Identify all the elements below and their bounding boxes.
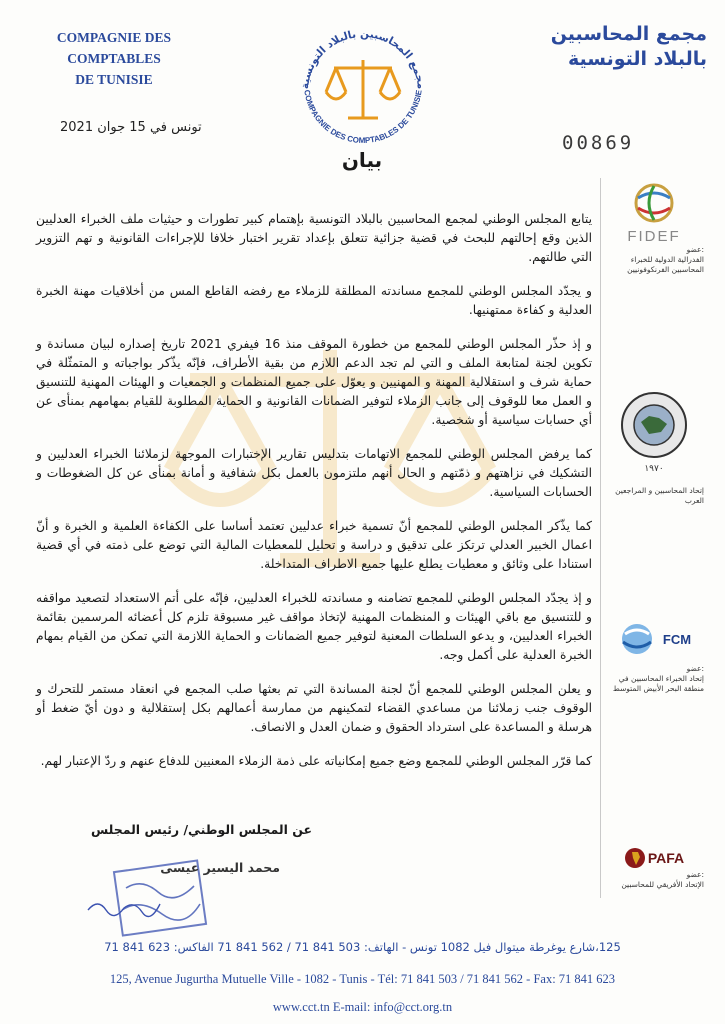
paragraph-6: و إذ يجدّد المجلس الوطني للمجمع تضامنه و مساندته للخبراء العدليين، فإنّه على أتم الاستعداد لتصعيد مواقفه و للتنسيق مع باقي الهيئات و المنظمات المهنية لإتخاذ مواقف غير مسبوقة تلزم كل أعضائه المرسمين بقائمة الخبراء العدليين، و يدعو السلطات المعنية لتوفير جميع الضمانات و الحماية اللازمة التي تمكن من القيام بمهام الخبرة العدلية على أكمل وجه. bbox=[36, 591, 592, 662]
fidef-block bbox=[598, 182, 710, 275]
fcm-member-label: عضو: bbox=[686, 664, 704, 673]
logo-french-text: COMPAGNIE DES COMPTABLES DE TUNISIE bbox=[302, 89, 424, 146]
paragraph-7: و يعلن المجلس الوطني للمجمع أنّ لجنة المساندة التي تم بعثها صلب المجمع في انعقاد مستمر للتحرك و الوقوف جنب زملائنا من مساعدي القضاء لتمكينهم من ممارسة أعمالهم بكل إستقلالية و دون أيّ ضغط أو هرسلة و المساعدة على استرداد الحقوق و ضمان العدل و الانصاف. bbox=[36, 682, 592, 734]
paragraph-3: و إذ حذّر المجلس الوطني للمجمع من خطورة الموقف منذ 16 فيفري 2021 تاريخ إصداره لبيان مساندة و تكوين لجنة لمتابعة الملف و التي لم تجد الدعم اللازم من بقية الأطراف، فإنّه يذّكر بواجباته و المتمثّلة في حماية شرف و استقلالية المهنة و المهنيين و يعوّل على جميع المنظمات و الجمعيات و الهيئات المهنية للتنسيق و العمل معا للوقوف إلى جانب الزملاء لتوفير الضمانات القانونية و الحماية المطلوبة للقيام بمهامهم بمنأى عن أي حسابات سياسية أو شخصية. bbox=[36, 337, 592, 427]
pafa-member-label: عضو: bbox=[686, 870, 704, 879]
document-title: بيان bbox=[341, 148, 383, 172]
fcm-block bbox=[598, 622, 710, 694]
signatory-name: محمد اليسير عيسى bbox=[160, 860, 280, 875]
fcm-name: FCM bbox=[662, 631, 692, 647]
document-date: تونس في 15 جوان 2021 bbox=[60, 120, 202, 135]
fcm-label: إتحاد الخبراء المحاسبين في منطقة البحر الأبيض المتوسط bbox=[612, 674, 704, 694]
serial-number: 00869 bbox=[562, 132, 635, 154]
french-organization-name bbox=[14, 28, 214, 91]
pafa-name: PAFA bbox=[647, 850, 685, 866]
fidef-member-label: عضو: bbox=[686, 245, 704, 254]
statement-body bbox=[36, 210, 592, 786]
footer-french-address: 125, Avenue Jugurtha Mutuelle Ville - 1082 - Tunis - Tél: 71 841 503 / 71 841 562 - Fax: 71 841 623 bbox=[109, 972, 616, 986]
ar-org-line1: مجمع المحاسبين bbox=[550, 23, 707, 45]
organization-logo bbox=[286, 22, 440, 154]
paragraph-4: كما يرفض المجلس الوطني للمجمع الاتهامات بتدليس تقارير الإختبارات الموجهة لزملائنا الخبراء العدليين و التشكيك في نزاهتهم و ذمّتهم و الحال أنهم ملتزمون بالعمل بكل شفافية و أمانة بمنأى عن كل الضغوطات و الحسابات السياسية. bbox=[36, 447, 592, 499]
paragraph-1: يتابع المجلس الوطني لمجمع المحاسبين بالبلاد التونسية بإهتمام كبير تطورات و حيثيات ملف الخبراء العدليين الذين وقع إحالتهم للبحث في قضية جزائية تتعلق بإعداد تقرير اختبار خلافا للإجراءات القانونية و تهم التزوير التي طالتهم. bbox=[36, 212, 592, 264]
pafa-label: الإتحاد الأفريقي للمحاسبين bbox=[621, 880, 704, 890]
paragraph-2: و يجدّد المجلس الوطني للمجمع مساندته المطلقة للزملاء مع رفضه القاطع المس من أخلاقيات مهنة الخبرة العدلية و كفاءة ممتهنيها. bbox=[36, 284, 592, 317]
pafa-block bbox=[598, 846, 710, 890]
arabic-organization-name bbox=[527, 22, 707, 71]
footer-web-email: www.cct.tn E-mail: info@cct.org.tn bbox=[272, 1000, 453, 1014]
fidef-name: FIDEF bbox=[627, 228, 681, 245]
arab-union-block bbox=[598, 390, 710, 506]
fidef-label: الفدرالية الدولية للخبراء المحاسبين الفرنكوفونيين bbox=[627, 255, 704, 275]
pafa-africa-icon bbox=[624, 846, 646, 870]
signature-title: عن المجلس الوطني/ رئيس المجلس bbox=[90, 822, 312, 837]
arab-union-seal-icon bbox=[619, 390, 689, 460]
handwritten-signature bbox=[84, 892, 164, 922]
fr-org-line2: DE TUNISIE bbox=[75, 71, 153, 87]
ar-org-line2: بالبلاد التونسية bbox=[567, 47, 707, 70]
paragraph-5: كما يذّكر المجلس الوطني للمجمع أنّ تسمية خبراء عدليين تعتمد أساسا على الكفاءة العلمية و الخبرة و أنّ اعمال الخبير العدلي ترتكز على تدقيق و دراسة و تحليل للمعطيات المالية التي توضع على ذمته في أي قضية استنادا على وثائق و معطيات يطلع عليها جميع الاطراف المتداخلة. bbox=[36, 519, 592, 571]
arab-union-label: إتحاد المحاسبين و المراجعين العرب bbox=[615, 486, 704, 506]
sidebar-divider bbox=[600, 178, 601, 898]
fidef-globe-icon bbox=[630, 182, 678, 224]
scale-icon bbox=[326, 60, 400, 118]
footer-arabic-address: 125،شارع يوغرطة ميتوال فيل 1082 تونس - الهاتف: 503 841 71 / 562 841 71 الفاكس: 623 841 71 bbox=[104, 940, 621, 954]
arab-union-year: ١٩٧٠ bbox=[644, 464, 664, 474]
logo-arabic-text: مجمع المحاسبين بالبلاد التونسية bbox=[299, 27, 427, 90]
fcm-globe-icon bbox=[617, 622, 657, 656]
fr-org-line1: COMPAGNIE DES COMPTABLES bbox=[56, 30, 172, 66]
paragraph-8: كما قرّر المجلس الوطني للمجمع وضع جميع إمكانياته على ذمة الزملاء المعنيين للدفاع عنهم و ردّ الإعتبار لهم. bbox=[40, 754, 592, 768]
